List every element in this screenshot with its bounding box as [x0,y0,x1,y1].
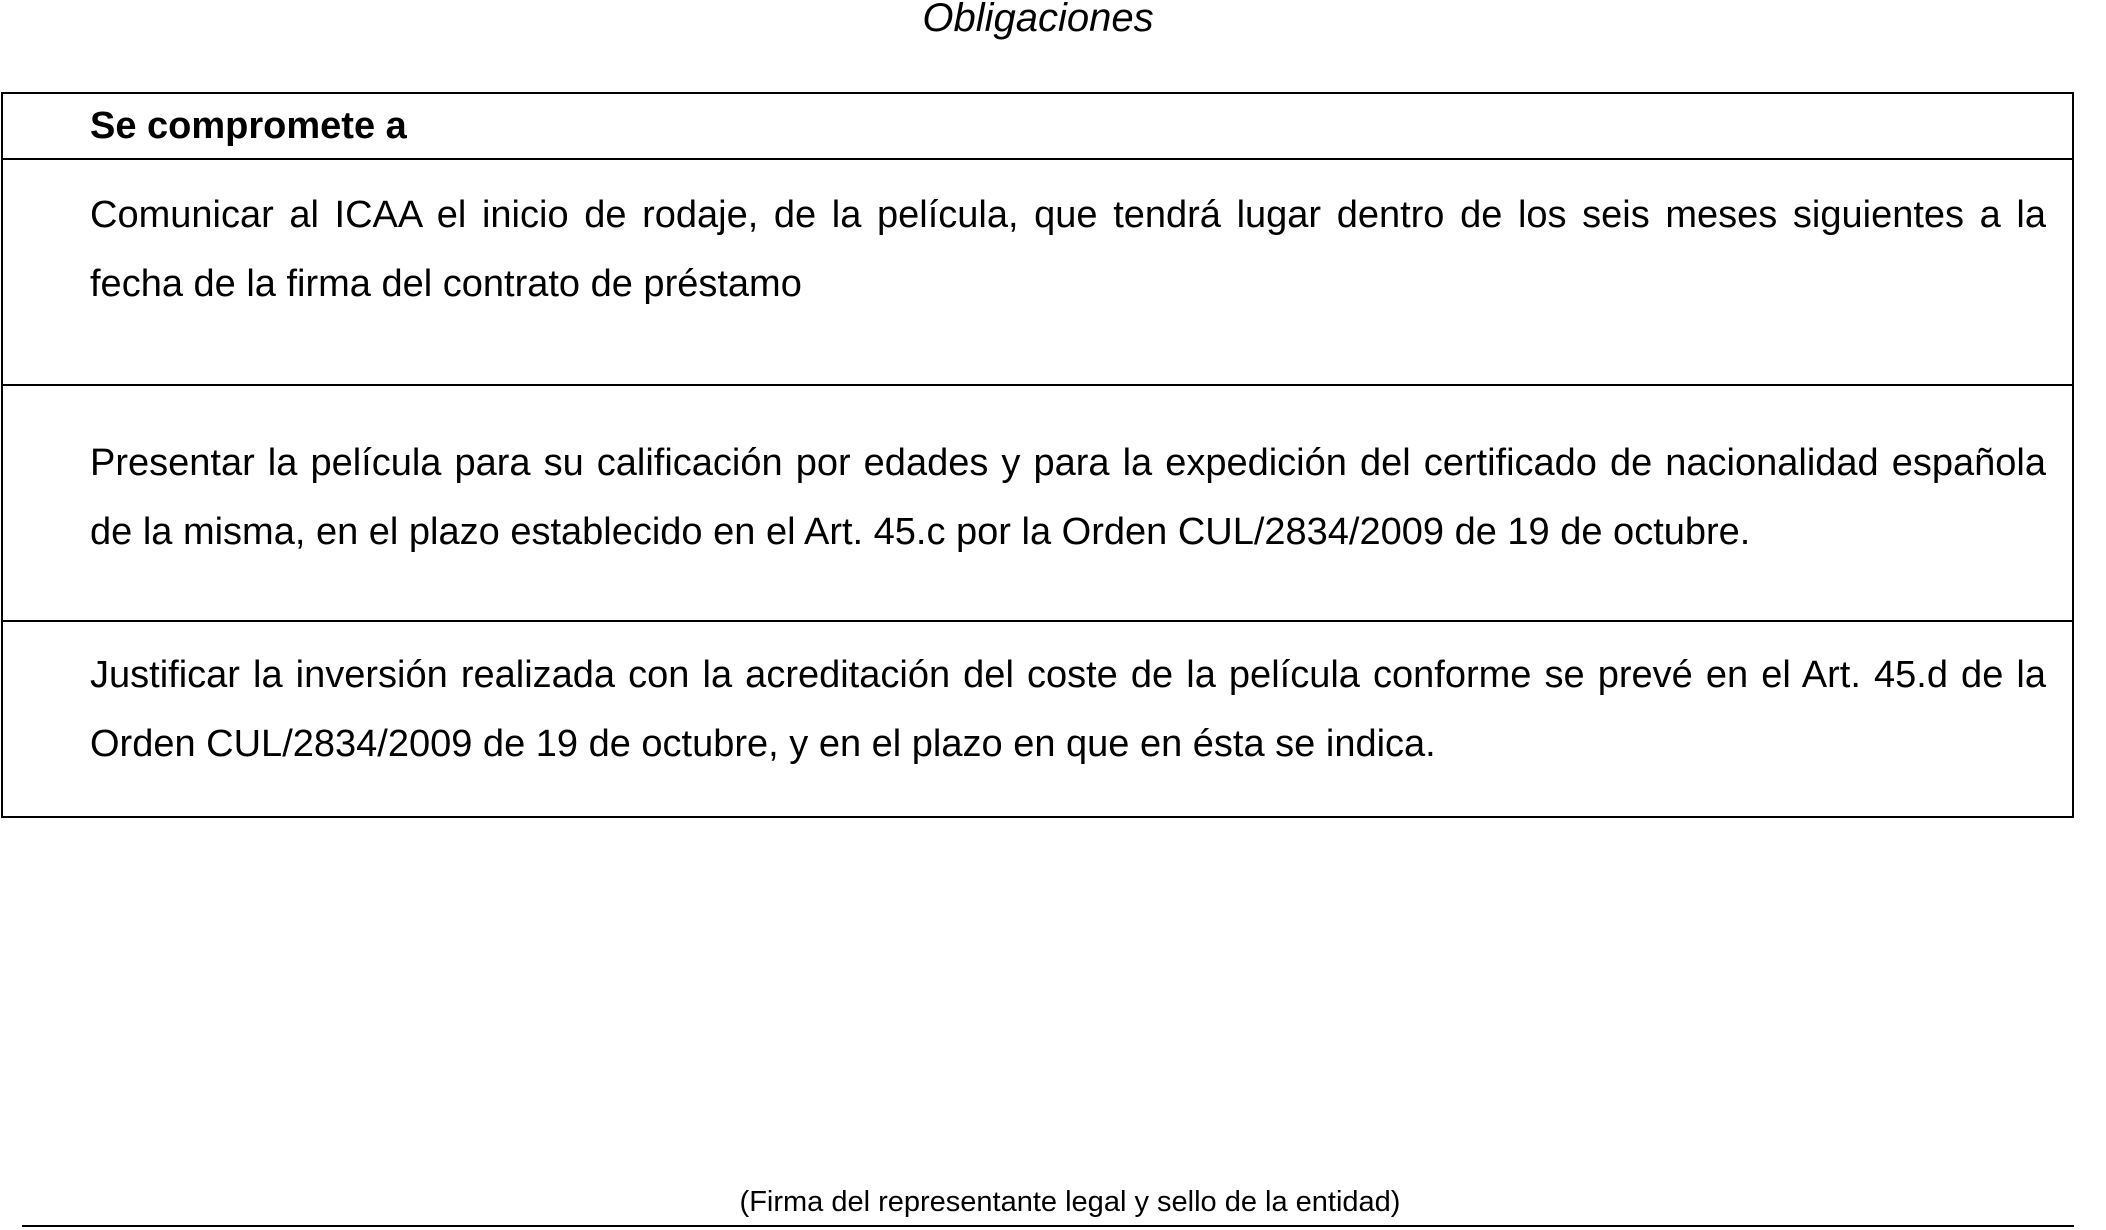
page-title: Obligaciones [922,0,1154,40]
obligation-text: Comunicar al ICAA el inicio de rodaje, de la película, que tendrá lugar dentro de los seis meses siguientes a la fecha de la firma del contrato de préstamo [90,194,2046,305]
table-header [3,94,2072,158]
table-row [3,620,2072,816]
obligations-table [1,92,2074,818]
table-header-label: Se compromete a [90,105,407,147]
signature-line [22,1225,2074,1227]
obligation-text: Justificar la inversión realizada con la acreditación del coste de la película conforme se prevé en el Art. 45.d de la Orden CUL/2834/2009 de 19 de octubre, y en el plazo en que en ésta se indica. [90,654,2046,765]
signature-label: (Firma del representante legal y sello de la entidad) [739,1186,1401,1218]
obligation-text: Presentar la película para su calificación por edades y para la expedición del certificado de nacionalidad española de la misma, en el plazo establecido en el Art. 45.c por la Orden CUL/2834/2009 de 19 de octubre. [90,442,2046,553]
table-row [3,384,2072,620]
table-row [3,158,2072,384]
